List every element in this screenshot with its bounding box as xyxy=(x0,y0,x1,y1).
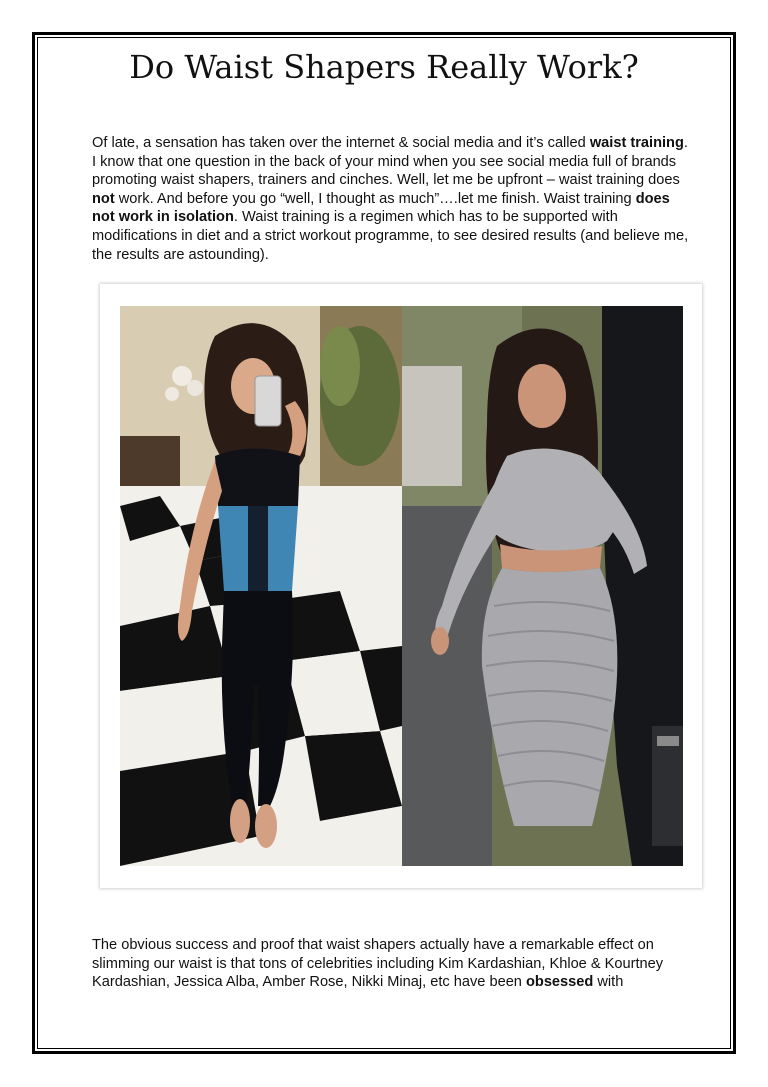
bold-run: does not work in isolation xyxy=(92,190,670,226)
celebrity-paragraph xyxy=(92,936,692,992)
text-run: . I know that one question in the back of your mind when you see social media full of brands promoting waist shapers, trainers and cinches. Well, let me be upfront – waist training does xyxy=(92,135,688,189)
photo-grey-outfit xyxy=(402,306,683,866)
photo-waist-trainer-selfie xyxy=(120,306,402,866)
text-run: The obvious success and proof that waist shapers actually have a remarkable effect on slimming our waist is that tons of celebrities including Kim Kardashian, Khloe & Kourtney Kardashian, Jessica Alba, Amber Rose, Nikki Minaj, etc have been xyxy=(92,937,664,991)
text-run: Of late, a sensation has taken over the internet & social media and it’s called xyxy=(92,135,590,151)
text-run: with xyxy=(593,974,624,991)
bold-run: not xyxy=(92,190,115,207)
text-run: . Waist training is a regimen which has to be supported with modifications in diet and a strict workout programme, to see desired results (and believe me, the results are astounding). xyxy=(92,209,689,263)
page-title: Do Waist Shapers Really Work? xyxy=(129,48,639,86)
intro-paragraph xyxy=(92,134,692,264)
bold-run: waist training xyxy=(589,135,684,151)
text-run: work. And before you go “well, I thought as much”….let me finish. Waist training xyxy=(114,190,636,207)
bold-run: obsessed xyxy=(525,974,594,991)
